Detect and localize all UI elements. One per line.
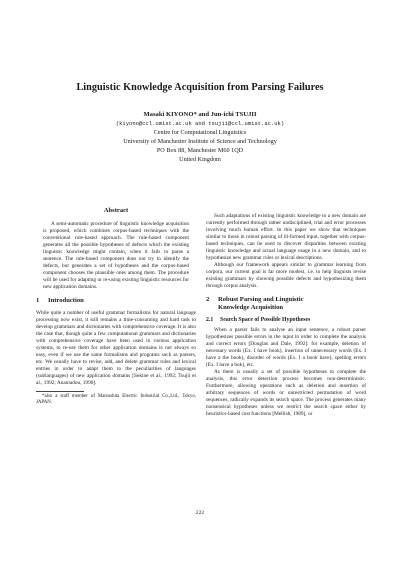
section-2-title-line2: Knowledge Acquisition (218, 304, 284, 312)
affiliation-country: United Kingdom (179, 156, 221, 163)
section-1-body: While quite a number of useful grammar formalisms for natural language processing now exist, it still remains a time-consuming and hard task to develop grammars and dictionaries with comprehensive coverage. It is also the case that, though quite a few computational grammars and dictionaries with comprehensive coverage have been used in various application systems, to re-use them for other application domains is not always so easy, even if we use the same formalisms and programs such as parsers, etc. We usually have to revise, add, and delete grammar rules and lexical entries in order to adapt them to the peculiarities of languages (sublanguages) of new application domains [Sekine et al., 1992; Tsujii et al., 1992; Ananiadou, 1990]. (36, 310, 196, 387)
right-para-2: Although our framework appears similar to grammar learning from corpora, our current goal is far more modest, i.e. to help linguists revise existing grammars by showing possible defects and hypothesizing them through corpus analysis. (206, 261, 366, 289)
section-1-heading (36, 297, 196, 305)
section-2-1-heading (206, 317, 366, 324)
section-2-1-title: Search Space of Possible Hypotheses (220, 317, 311, 324)
section-2-1-para-2: As there is usually a set of possible hypotheses to complete the analysis, this error detection process becomes non-deterministic. Furthermore, allowing operations such as deletion and insertion of arbitrary sequences of words or unrestricted permutation of word sequences, radically expands its search space. The process generates many nonsensical hypotheses unless we restrict the search space either by heuristics-based cost functions [Mellish, 1989], or (206, 369, 366, 417)
right-para-1: Such adaptations of existing linguistic knowledge to a new domain are currently performed through rather undisciplined, trial and error processes involving much human effort. In this paper we show that techniques similar to those in robust parsing of ill-formed input, together with corpus-based techniques, can be used to discover disparities between existing linguistic knowledge and actual language usage in a new domain, and to hypothesize new grammar rules or lexical descriptions. (206, 213, 366, 261)
left-column (36, 208, 196, 406)
authors: Masaki KIYONO* and Jun-ichi TSUJII (143, 111, 257, 118)
abstract-heading: Abstract (103, 207, 129, 214)
right-column (206, 213, 366, 418)
section-2-1-number: 2.1 (206, 317, 214, 324)
author-block (0, 110, 400, 164)
section-2-number: 2 (206, 296, 210, 304)
section-2-heading (206, 296, 366, 312)
page-number: 222 (195, 510, 205, 516)
affiliation-address: PO Box 88, Manchester M60 1QD (156, 147, 244, 154)
paper-title: Linguistic Knowledge Acquisition from Parsing Failures (76, 82, 324, 93)
author-emails: (kiyono@ccl.umist.ac.uk and tsujii@ccl.umist.ac.uk) (115, 120, 285, 127)
abstract-body: A semi-automatic procedure of linguistic knowledge acquisition is proposed, which combines corpus-based techniques with the conventional rule-based approach. The rule-based component generates all the possible hypotheses of defects which the existing linguistic knowledge might contain, when it fails to parse a sentence. The rule-based component does not try to identify the defects, but generates a set of hypotheses and the corpus-based component chooses the plausible ones among them. The procedure will be used for adapting or re-using existing linguistic resources for new application domains. (43, 220, 189, 290)
affiliation-centre: Centre for Computational Linguistics (153, 129, 247, 136)
footnote-rule (36, 391, 84, 392)
section-1-title: Introduction (48, 297, 84, 305)
section-2-title-line1: Robust Parsing and Linguistic (218, 296, 304, 304)
section-1-number: 1 (36, 297, 40, 305)
section-2-1-para-1: When a parser fails to analyse an input sentence, a robust parser hypothesizes possible errors in the input in order to complete the analysis and correct errors [Douglas and Dale, 1992]: for example, deletion of necessary words (Ex. I have book), insertion of unnecessary words (Ex. I have a the book), disorder of words (Ex. I a book have), spelling errors (Ex. I have a bok), etc. (206, 327, 366, 369)
footnote: *also a staff member of Matsushita Electric Industrial Co.,Ltd., Tokyo, JAPAN. (36, 393, 196, 405)
affiliation-university: University of Manchester Institute of Science and Technology (123, 138, 277, 145)
